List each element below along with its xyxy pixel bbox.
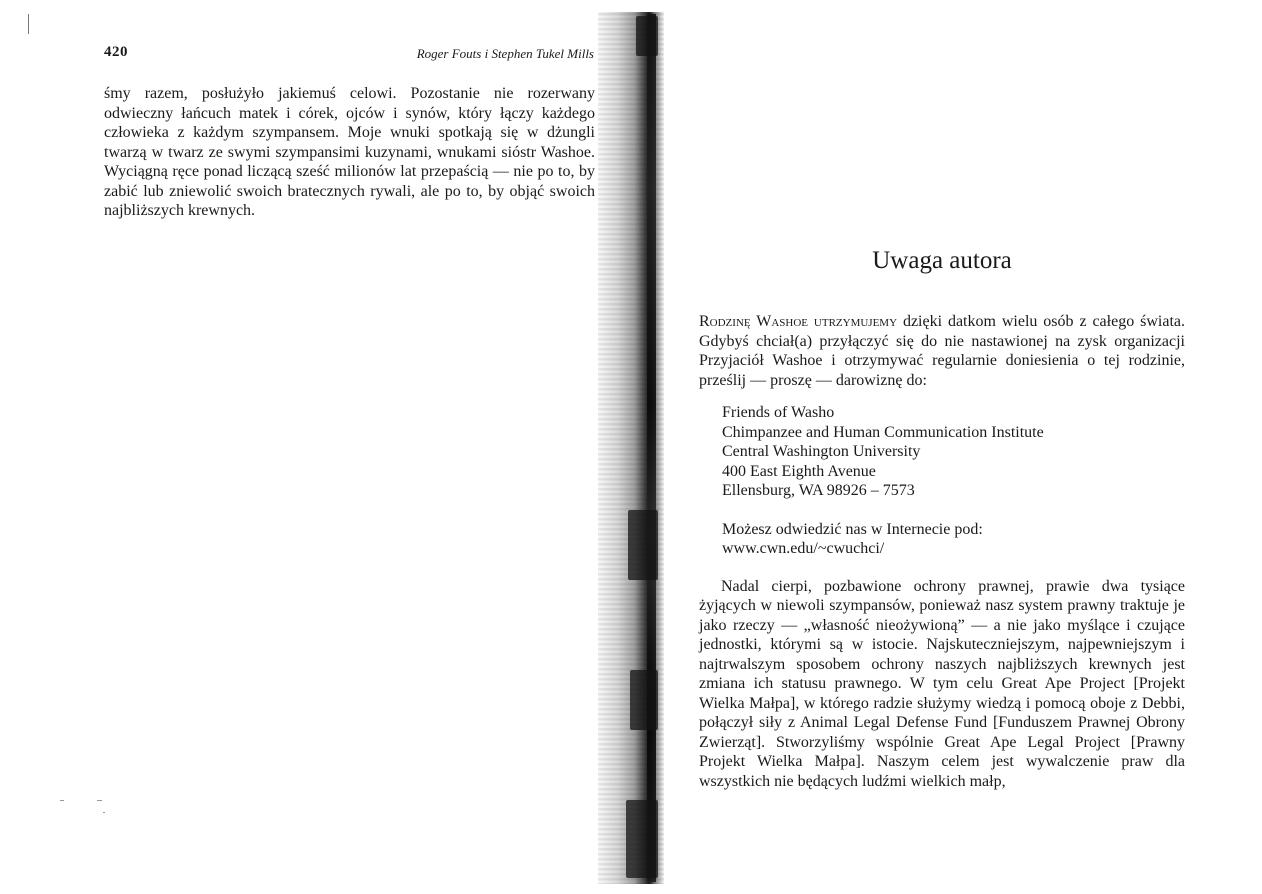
- address-line: 400 East Eighth Avenue: [722, 462, 876, 480]
- web-label: Możesz odwiedzić nas w Internecie pod:: [722, 520, 983, 538]
- scan-speck: [103, 812, 105, 813]
- address-line: Ellensburg, WA 98926 – 7573: [722, 482, 915, 499]
- gutter-smudge: [630, 670, 658, 730]
- book-spine-line: [647, 14, 656, 882]
- right-page-text: [699, 312, 1185, 791]
- gutter-smudge: [636, 16, 658, 56]
- left-body-text: śmy razem, posłużyło jakiemuś celowi. Pozostanie nie rozerwany odwieczny łańcuch matek i córek, ojców i synów, który łączy każdego człowieka z każdym szympansem. Moje wnuki spotkają się w dżungli twarzą w twarz ze swymi szympansimi kuzynami, wnukami sióstr Washoe. Wyciągną ręce ponad liczącą sześć milionów lat przepaścią — nie po to, by zabić lub zniewolić swoich bratecznych rywali, ale po to, by objąć swoich najbliższych krewnych.: [104, 85, 595, 219]
- scan-speck: [60, 800, 64, 801]
- intro-paragraph: [699, 312, 1185, 390]
- address-line: Friends of Washo: [722, 404, 835, 421]
- intro-text: dzięki datkom wielu osób z całego świata. Gdybyś chciał(a) przyłączyć się do nie nastawionej na zysk organizacji Przyjaciół Washoe i otrzymywać regularnie doniesienia o tej rodzinie, prześlij — proszę — darowiznę do:: [699, 313, 1185, 389]
- closing-paragraph: Nadal cierpi, pozbawione ochrony prawnej, prawie dwa tysiące żyjących w niewoli szympansów, ponieważ nasz system prawny traktuje je jako rzeczy — „własność nieożywioną” — a nie jako myślące i czujące jednostki, którymi są w istocie. Najskuteczniejszym, najpewniejszym i najtrwalszym sposobem ochrony naszych najbliższych krewnych jest zmiana ich statusu prawnego. W tym celu Great Ape Project [Projekt Wielka Małpa], w którego radzie służymy wiedzą i pomocą oboje z Debbi, połączył siły z Animal Legal Defense Fund [Funduszem Prawnej Obrony Zwierząt]. Stworzyliśmy wspólnie Great Ape Legal Project [Prawny Projekt Wielka Małpa]. Naszym celem jest wywalczenie praw dla wszystkich nie będących ludźmi wielkich małp,: [699, 577, 1185, 790]
- page-number: 420: [104, 44, 128, 60]
- gutter-smudge: [626, 800, 658, 878]
- gutter-smudge: [628, 510, 658, 580]
- section-title: Uwaga autora: [872, 247, 1012, 274]
- scan-artifact: [28, 14, 29, 34]
- mailing-address: [722, 403, 1185, 501]
- intro-smallcaps: Rodzinę Washoe utrzymujemy: [699, 313, 898, 330]
- web-url: www.cwn.edu/~cwuchci/: [722, 540, 885, 557]
- running-head: Roger Fouts i Stephen Tukel Mills: [416, 46, 594, 61]
- scan-speck: [97, 800, 102, 801]
- left-page: [0, 0, 610, 894]
- address-line: Central Washington University: [722, 443, 921, 460]
- address-line: Chimpanzee and Human Communication Institute: [722, 423, 1044, 441]
- web-info: [722, 520, 1185, 559]
